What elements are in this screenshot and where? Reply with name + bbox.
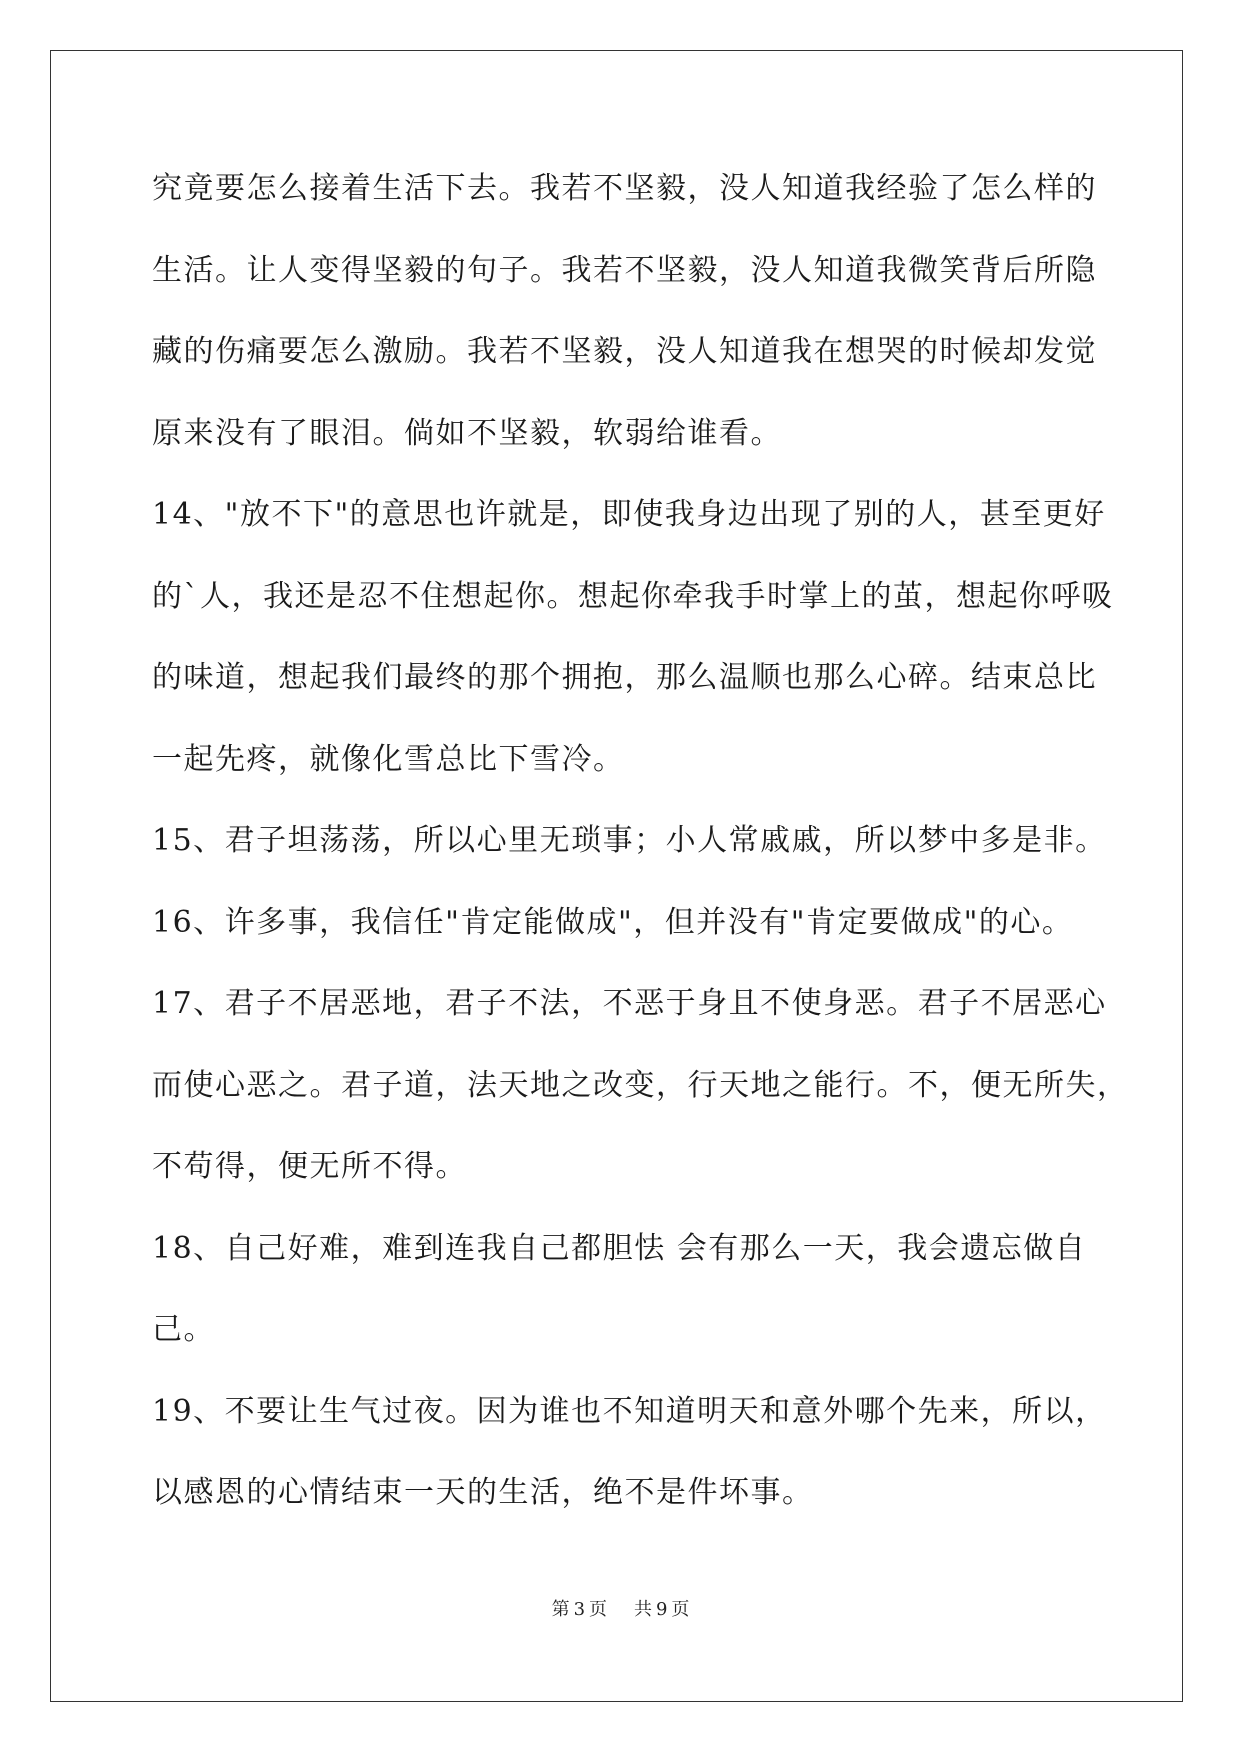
text-line: 16、许多事，我信任"肯定能做成"，但并没有"肯定要做成"的心。 — [152, 904, 1074, 940]
text-line: 以感恩的心情结束一天的生活，绝不是件坏事。 — [152, 1475, 814, 1510]
text-line: 的味道，想起我们最终的那个拥抱，那么温顺也那么心碎。结束总比 — [152, 660, 1097, 695]
text-line: 藏的伤痛要怎么激励。我若不坚毅，没人知道我在想哭的时候却发觉 — [152, 334, 1097, 369]
text-line: 己。 — [152, 1312, 215, 1347]
footer-total-label: 共 — [633, 1599, 652, 1620]
text-line: 而使心恶之。君子道，法天地之改变，行天地之能行。不，便无所失， — [152, 1067, 1129, 1103]
text-line: 19、不要让生气过夜。因为谁也不知道明天和意外哪个先来，所以， — [152, 1393, 1107, 1429]
footer-page-unit: 页 — [589, 1599, 608, 1620]
text-line: 18、自己好难，难到连我自己都胆怯 会有那么一天，我会遗忘做自 — [152, 1230, 1087, 1266]
text-line: 原来没有了眼泪。倘如不坚毅，软弱给谁看。 — [152, 415, 782, 451]
text-line: 14、"放不下"的意思也许就是，即使我身边出现了别的人，甚至更好 — [152, 497, 1106, 532]
footer-current-page: 3 — [573, 1599, 586, 1620]
text-line: 一起先疼，就像化雪总比下雪冷。 — [152, 741, 625, 777]
footer-total-unit: 页 — [671, 1599, 690, 1620]
text-line: 生活。让人变得坚毅的句子。我若不坚毅，没人知道我微笑背后所隐 — [152, 252, 1097, 288]
text-line: 不苟得，便无所不得。 — [152, 1149, 467, 1184]
footer-current-label: 第 — [551, 1599, 570, 1620]
text-line: 究竟要怎么接着生活下去。我若不坚毅，没人知道我经验了怎么样的 — [152, 171, 1097, 206]
text-line: 的`人，我还是忍不住想起你。想起你牵我手时掌上的茧，想起你呼吸 — [152, 578, 1114, 614]
page-footer — [0, 1595, 1241, 1621]
text-line: 15、君子坦荡荡，所以心里无琐事；小人常戚戚，所以梦中多是非。 — [152, 823, 1107, 858]
footer-total-pages: 9 — [655, 1599, 668, 1620]
document-body — [152, 148, 1129, 1534]
text-line: 17、君子不居恶地，君子不法，不恶于身且不使身恶。君子不居恶心 — [152, 986, 1107, 1021]
